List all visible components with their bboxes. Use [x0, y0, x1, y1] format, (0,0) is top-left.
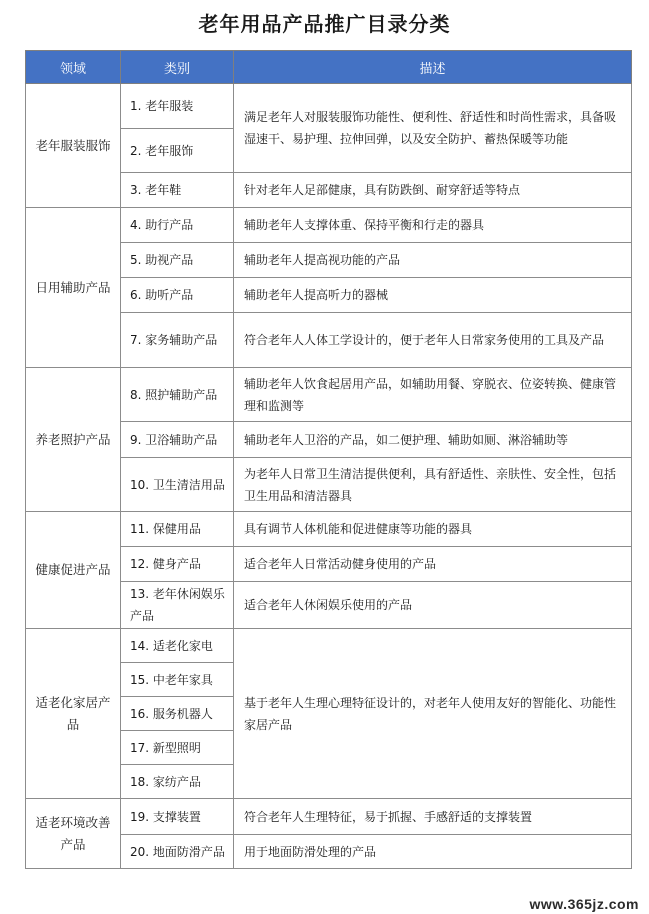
category-cell: 2. 老年服饰 [121, 129, 234, 173]
description-cell: 针对老年人足部健康，具有防跌倒、耐穿舒适等特点 [234, 173, 632, 208]
catalog-table [25, 50, 632, 869]
table-body [26, 84, 632, 869]
category-cell: 18. 家纺产品 [121, 765, 234, 799]
domain-cell: 养老照护产品 [26, 368, 121, 512]
table-row [26, 84, 632, 129]
category-cell: 13. 老年休闲娱乐产品 [121, 582, 234, 629]
category-cell: 9. 卫浴辅助产品 [121, 422, 234, 458]
domain-cell: 日用辅助产品 [26, 208, 121, 368]
domain-cell: 适老化家居产品 [26, 629, 121, 799]
watermark: www.365jz.com [529, 896, 639, 912]
header-domain: 领域 [26, 51, 121, 84]
description-cell: 具有调节人体机能和促进健康等功能的器具 [234, 512, 632, 547]
category-cell: 8. 照护辅助产品 [121, 368, 234, 422]
table-row [26, 512, 632, 547]
description-cell: 用于地面防滑处理的产品 [234, 835, 632, 869]
description-cell: 适合老年人休闲娱乐使用的产品 [234, 582, 632, 629]
description-cell: 辅助老年人卫浴的产品，如二便护理、辅助如厕、淋浴辅助等 [234, 422, 632, 458]
domain-cell: 健康促进产品 [26, 512, 121, 629]
category-cell: 12. 健身产品 [121, 547, 234, 582]
category-cell: 15. 中老年家具 [121, 663, 234, 697]
description-cell: 基于老年人生理心理特征设计的，对老年人使用友好的智能化、功能性家居产品 [234, 629, 632, 799]
description-cell: 为老年人日常卫生清洁提供便利，具有舒适性、亲肤性、安全性，包括卫生用品和清洁器具 [234, 458, 632, 512]
description-cell: 辅助老年人提高视功能的产品 [234, 243, 632, 278]
category-cell: 16. 服务机器人 [121, 697, 234, 731]
category-cell: 17. 新型照明 [121, 731, 234, 765]
category-cell: 19. 支撑装置 [121, 799, 234, 835]
header-category: 类别 [121, 51, 234, 84]
category-cell: 4. 助行产品 [121, 208, 234, 243]
description-cell: 满足老年人对服装服饰功能性、便利性、舒适性和时尚性需求，具备吸湿速干、易护理、拉伸回弹，以及安全防护、蓄热保暖等功能 [234, 84, 632, 173]
table-row [26, 208, 632, 243]
category-cell: 3. 老年鞋 [121, 173, 234, 208]
domain-cell: 适老环境改善产品 [26, 799, 121, 869]
domain-cell: 老年服装服饰 [26, 84, 121, 208]
description-cell: 辅助老年人支撑体重、保持平衡和行走的器具 [234, 208, 632, 243]
table-row [26, 368, 632, 422]
category-cell: 7. 家务辅助产品 [121, 313, 234, 368]
category-cell: 10. 卫生清洁用品 [121, 458, 234, 512]
category-cell: 20. 地面防滑产品 [121, 835, 234, 869]
table-row [26, 629, 632, 663]
category-cell: 14. 适老化家电 [121, 629, 234, 663]
header-description: 描述 [234, 51, 632, 84]
description-cell: 辅助老年人提高听力的器械 [234, 278, 632, 313]
category-cell: 6. 助听产品 [121, 278, 234, 313]
category-cell: 11. 保健用品 [121, 512, 234, 547]
category-cell: 1. 老年服装 [121, 84, 234, 129]
description-cell: 符合老年人人体工学设计的，便于老年人日常家务使用的工具及产品 [234, 313, 632, 368]
description-cell: 适合老年人日常活动健身使用的产品 [234, 547, 632, 582]
description-cell: 符合老年人生理特征，易于抓握、手感舒适的支撑装置 [234, 799, 632, 835]
category-cell: 5. 助视产品 [121, 243, 234, 278]
page-title: 老年用品产品推广目录分类 [198, 12, 451, 36]
table-header-row [26, 51, 632, 84]
description-cell: 辅助老年人饮食起居用产品，如辅助用餐、穿脱衣、位姿转换、健康管理和监测等 [234, 368, 632, 422]
table-row [26, 799, 632, 835]
